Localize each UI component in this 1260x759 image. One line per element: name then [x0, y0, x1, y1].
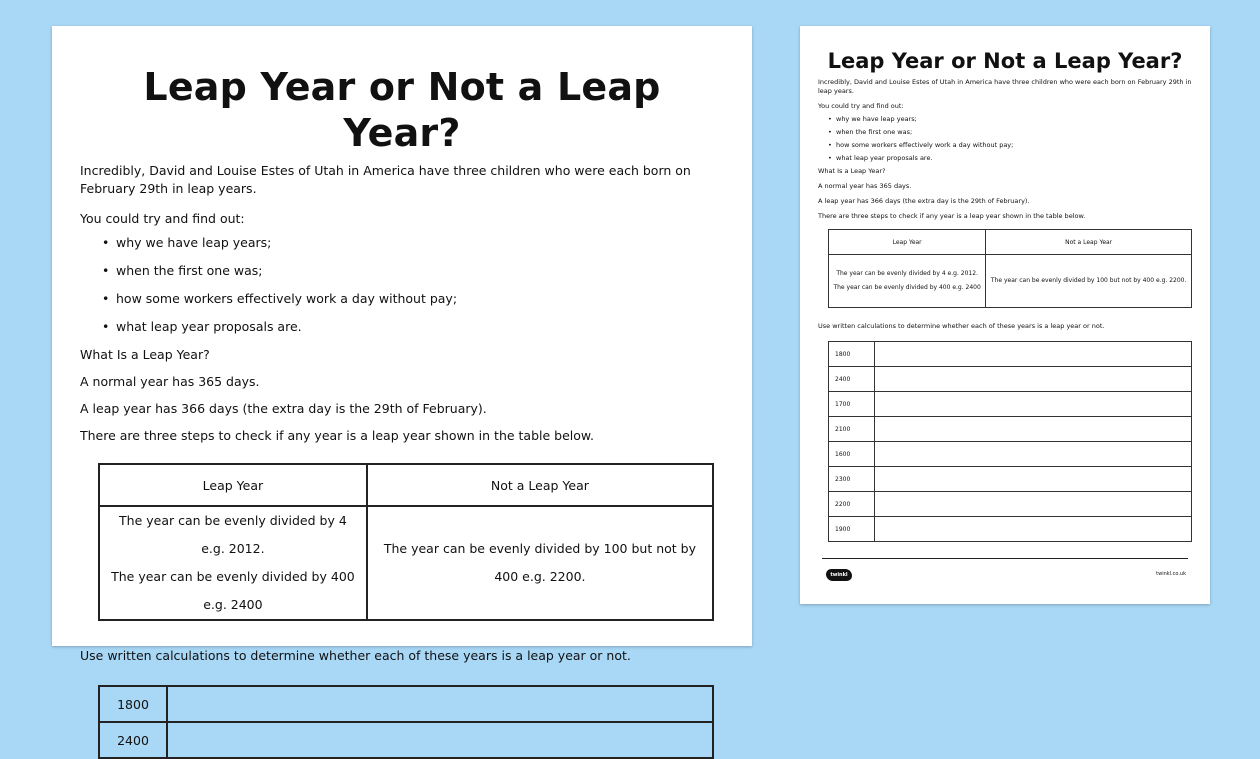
answer-cell[interactable]: [875, 517, 1192, 542]
bullet-item: • when the first one was;: [828, 128, 1192, 137]
year-cell: 1900: [829, 517, 875, 542]
answer-cell[interactable]: [875, 467, 1192, 492]
rule-line: The year can be evenly divided by 400 e.g. 2400: [111, 569, 355, 612]
what-is-heading: What Is a Leap Year?: [80, 347, 210, 362]
rules-table: [828, 229, 1192, 308]
years-table: [98, 685, 714, 759]
what-is-heading: What Is a Leap Year?: [818, 167, 886, 175]
answer-cell[interactable]: [167, 722, 713, 758]
year-cell: 2300: [829, 467, 875, 492]
year-cell: 2100: [829, 417, 875, 442]
table-row: [99, 722, 713, 758]
rules-header-not-leap: Not a Leap Year: [367, 464, 713, 506]
rule-line: The year can be evenly divided by 400 e.g. 2400: [833, 284, 981, 291]
answer-cell[interactable]: [875, 492, 1192, 517]
bullet-item: • what leap year proposals are.: [102, 318, 724, 336]
rules-cell-leap: [829, 255, 986, 308]
page-title: Leap Year or Not a Leap Year?: [143, 65, 661, 155]
rules-cell-leap: [99, 506, 367, 620]
table-row: [829, 442, 1192, 467]
intro-paragraph: Incredibly, David and Louise Estes of Utah in America have three children who were each born on February 29th in leap years.: [80, 163, 691, 196]
rule-line: The year can be evenly divided by 4 e.g. 2012.: [836, 270, 978, 277]
table-row: [829, 367, 1192, 392]
answer-cell[interactable]: [875, 392, 1192, 417]
rules-header-not-leap: Not a Leap Year: [986, 230, 1192, 255]
footer-divider: [822, 558, 1188, 559]
table-row: [829, 392, 1192, 417]
page-title: Leap Year or Not a Leap Year?: [827, 49, 1183, 73]
three-steps-text: There are three steps to check if any year is a leap year shown in the table below.: [818, 212, 1086, 220]
table-row: [829, 417, 1192, 442]
year-cell: 1800: [829, 342, 875, 367]
normal-year-text: A normal year has 365 days.: [80, 374, 260, 389]
worksheet-page-large: [52, 26, 752, 748]
years-table: [828, 341, 1192, 542]
calc-instruction: Use written calculations to determine whether each of these years is a leap year or not.: [818, 322, 1105, 330]
answer-cell[interactable]: [875, 442, 1192, 467]
calc-instruction: Use written calculations to determine whether each of these years is a leap year or not.: [80, 648, 631, 663]
answer-cell[interactable]: [875, 342, 1192, 367]
bullet-item: • why we have leap years;: [102, 234, 724, 252]
answer-cell[interactable]: [875, 417, 1192, 442]
answer-cell[interactable]: [167, 686, 713, 722]
rule-line: The year can be evenly divided by 4 e.g. 2012.: [119, 513, 347, 556]
table-row: [829, 492, 1192, 517]
normal-year-text: A normal year has 365 days.: [818, 182, 912, 190]
year-cell: 1800: [99, 686, 167, 722]
bullet-item: • when the first one was;: [102, 262, 724, 280]
table-row: [829, 467, 1192, 492]
year-cell: 2400: [99, 722, 167, 758]
table-row: [829, 342, 1192, 367]
leap-year-days-text: A leap year has 366 days (the extra day is the 29th of February).: [80, 401, 487, 416]
three-steps-text: There are three steps to check if any year is a leap year shown in the table below.: [80, 428, 594, 443]
bullet-list: [80, 234, 724, 336]
table-row: [829, 517, 1192, 542]
bullet-item: • what leap year proposals are.: [828, 154, 1192, 163]
year-cell: 1600: [829, 442, 875, 467]
bullet-item: • how some workers effectively work a day without pay;: [828, 141, 1192, 150]
bullet-list: [818, 115, 1192, 163]
intro-paragraph: Incredibly, David and Louise Estes of Utah in America have three children who were each born on February 29th in leap years.: [818, 78, 1192, 95]
rules-header-leap: Leap Year: [99, 464, 367, 506]
year-cell: 2400: [829, 367, 875, 392]
worksheet-page-small: [800, 26, 1210, 604]
lead-text: You could try and find out:: [818, 102, 904, 110]
bullet-item: • why we have leap years;: [828, 115, 1192, 124]
leap-year-days-text: A leap year has 366 days (the extra day is the 29th of February).: [818, 197, 1030, 205]
year-cell: 2200: [829, 492, 875, 517]
answer-cell[interactable]: [875, 367, 1192, 392]
lead-text: You could try and find out:: [80, 211, 245, 226]
rules-cell-not-leap: The year can be evenly divided by 100 but not by 400 e.g. 2200.: [367, 506, 713, 620]
rules-cell-not-leap: The year can be evenly divided by 100 but not by 400 e.g. 2200.: [986, 255, 1192, 308]
rules-table: [98, 463, 714, 621]
bullet-item: • how some workers effectively work a day without pay;: [102, 290, 724, 308]
table-row: [99, 686, 713, 722]
twinkl-logo: twinkl: [826, 569, 852, 581]
rules-header-leap: Leap Year: [829, 230, 986, 255]
year-cell: 1700: [829, 392, 875, 417]
site-url: twinkl.co.uk: [1156, 571, 1186, 577]
